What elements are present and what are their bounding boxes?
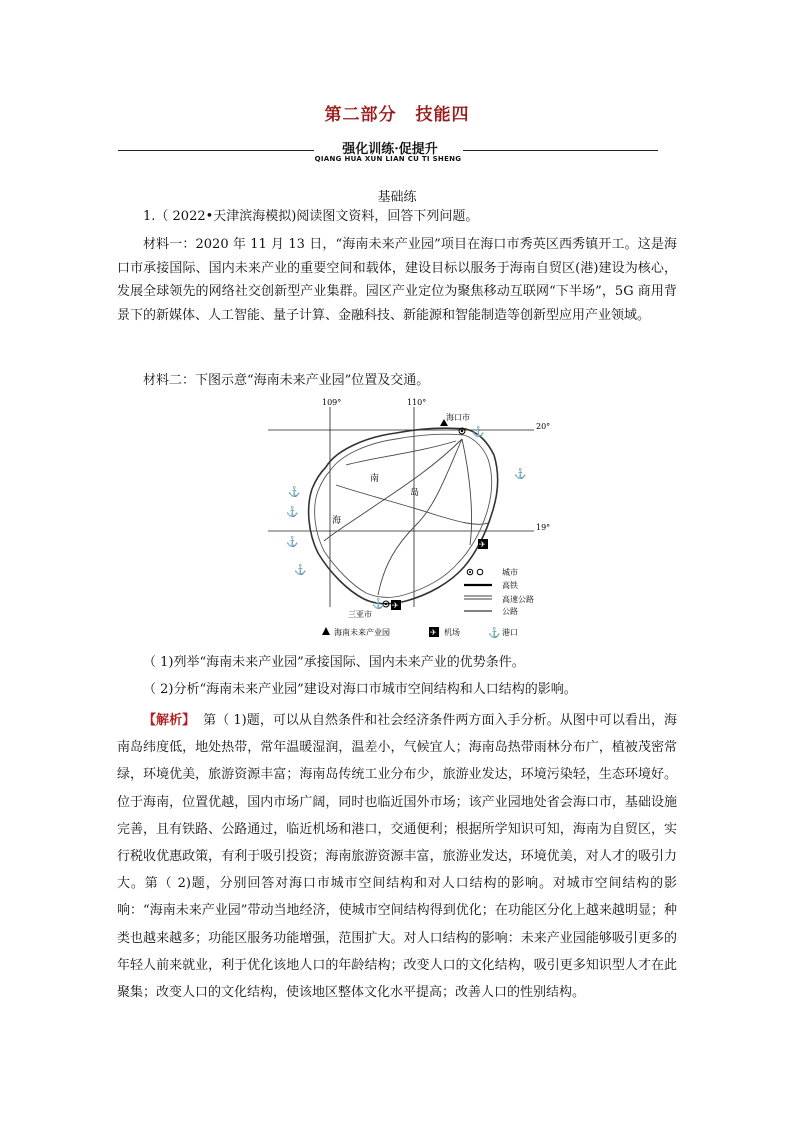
legend-road: 公路 xyxy=(502,607,518,616)
material-one: 材料一：2020 年 11 月 13 日，“海南未来产业园”项目在海口市秀英区西秀镇开工。这是海口市承接国际、国内未来产业的重要空间和载体，建设目标以服务于海南自贸区(港)建设为核心，发展全球领先的网络社交创新型产业集群。园区产业定位为聚焦移动互联网“下半场”，5G 商用背景下的新媒体、人工智能、量子计算、金融科技、新能源和智能制造等创新型应用产业领域。 xyxy=(117,237,677,323)
sanya-label: 三亚市 xyxy=(348,610,372,619)
title-skill: 技能四 xyxy=(415,105,470,125)
legend-airport: 机场 xyxy=(444,628,460,637)
analysis-text: 第（ 1)题，可以从自然条件和社会经济条件两方面入手分析。从图中可以看出，海南岛纬度低，地处热带，常年温暖湿润，温差小，气候宜人；海南岛热带雨林分布广，植被茂密常绿，环境优美，旅游资源丰富；海南岛传统工业分布少，旅游业发达，环境污染轻，生态环境好。位于海南，位置优越，国内市场广阔，同时也临近国外市场；该产业园地处省会海口市，基础设施完善，且有铁路、公路通过，临近机场和港口，交通便利；根据所学知识可知，海南为自贸区，实行税收优惠政策，有利于吸引投资；海南旅游资源丰富，旅游业发达，环境优美，对人才的吸引力大。第（ 2)题，分别回答对海口市城市空间结构和对人口结构的影响。对城市空间结构的影响：“海南未来产业园”带动当地经济，使城市空间结构得到优化；在功能区分化上越来越明显；种类也越来越多；功能区服务功能增强，范围扩大。对人口结构的影响：未来产业园能够吸引更多的年轻人前来就业，利于优化该地人口的年龄结构；改变人口的文化结构，吸引更多知识型人才在此聚集；改变人口的文化结构，使该地区整体文化水平提高；改善人口的性别结构。 xyxy=(117,713,677,1001)
legend-city-icon-b xyxy=(477,569,483,575)
port-icon-east: ⚓ xyxy=(514,469,527,480)
question-stem xyxy=(117,205,677,229)
analysis-block xyxy=(117,707,677,1006)
road-central-west xyxy=(324,439,462,541)
legend-airport-glyph: ✈ xyxy=(430,628,437,637)
legend-port: 港口 xyxy=(502,628,518,637)
port-icon-west-2: ⚓ xyxy=(286,507,299,518)
title-part: 第二部分 xyxy=(324,105,397,125)
section-heading: 基础练 xyxy=(377,190,417,205)
lon-label-109: 109° xyxy=(322,398,342,407)
port-icon-southwest: ⚓ xyxy=(294,565,307,576)
haikou-label: 海口市 xyxy=(446,413,470,422)
port-icon-sanya: ⚓ xyxy=(372,599,385,610)
legend-city-icon-a-dot xyxy=(469,571,471,573)
section-banner xyxy=(118,134,658,168)
material-two-text: 材料二：下图示意“海南未来产业园”位置及交通。 xyxy=(143,373,430,388)
airport-glyph-sanya: ✈ xyxy=(392,601,399,610)
legend-park-icon xyxy=(322,627,330,635)
lat-label-19: 19° xyxy=(536,523,551,532)
lat-label-20: 20° xyxy=(536,422,551,431)
legend-park: 海南未来产业园 xyxy=(334,628,390,637)
airport-glyph-east: ✈ xyxy=(479,540,486,549)
island-char-1: 岛 xyxy=(410,488,420,498)
legend-port-icon: ⚓ xyxy=(488,628,501,639)
road-east-inner xyxy=(462,439,472,545)
island-char-2: 南 xyxy=(370,474,380,484)
port-icon-west-3: ⚓ xyxy=(286,537,299,548)
banner-pinyin: QIANG HUA XUN LIAN CU TI SHENG xyxy=(314,155,462,163)
sub-question-2: （ 2)分析“海南未来产业园”建设对海口市城市空间结构和人口结构的影响。 xyxy=(143,682,577,697)
banner-rule-left xyxy=(118,150,314,151)
ring-expressway xyxy=(315,434,492,597)
sub-question-1: （ 1)列举“海南未来产业园”承接国际、国内未来产业的优势条件。 xyxy=(143,655,525,670)
road-north xyxy=(346,441,456,465)
legend-city: 城市 xyxy=(502,568,518,577)
hainan-map xyxy=(266,395,556,645)
page-title xyxy=(0,100,794,125)
lon-label-110: 110° xyxy=(407,398,427,407)
port-icon-west-1: ⚓ xyxy=(288,487,301,498)
legend-hsr: 高铁 xyxy=(502,581,518,590)
question-stem-text: 1.（ 2022•天津滨海模拟)阅读图文资料，回答下列问题。 xyxy=(143,209,479,224)
material-two xyxy=(117,369,677,393)
port-icon-haikou: ⚓ xyxy=(472,427,485,438)
haikou-city-dot xyxy=(461,430,463,432)
banner-rule-right xyxy=(463,150,658,151)
island-char-3: 海 xyxy=(332,516,342,526)
legend-expressway: 高速公路 xyxy=(502,595,534,604)
sanya-city-dot xyxy=(385,603,387,605)
analysis-tag: 【解析】 xyxy=(143,713,196,728)
banner-caption: 强化训练·促提升 xyxy=(342,142,438,157)
